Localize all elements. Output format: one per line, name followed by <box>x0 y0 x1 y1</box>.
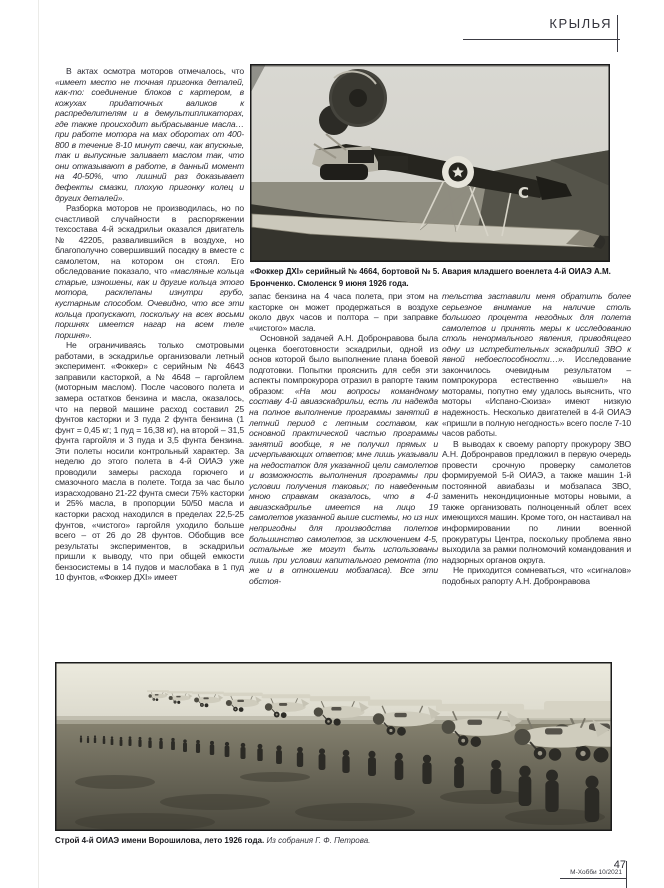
paragraph <box>249 291 438 333</box>
paragraph <box>249 333 438 586</box>
tail-letter-marking: С <box>518 184 530 202</box>
magazine-issue: М-Хобби 10/2021 <box>570 869 622 876</box>
scan-edge-line <box>38 0 39 888</box>
paragraph-text: Разборка моторов не производилась, но по счастливой случайности в распоряжении техсостава 4-й эскадрильи оказался двигатель № 42205, развалившийся в воздухе, но благополучно совершивший посадку в вместе с самолетом, на котором он стоял. Его обследование показало, что <box>55 203 244 277</box>
page-number: 47 <box>613 859 626 871</box>
footer-rule <box>560 878 626 879</box>
header-tick <box>617 15 618 52</box>
cockpit-hatch <box>348 150 374 163</box>
text-column-2 <box>249 291 438 663</box>
bottom-photo-caption <box>55 836 612 845</box>
text-column-3 <box>442 291 631 663</box>
paragraph-quote: тельства заставили меня обратить более серьезное внимание на наличие столь большого процента негодных для полета самолетов и принять меры к исследованию столь ненормального явления, приводящего одну из истребительных эскадрилий ЗВО к явной небоеспособности…». <box>442 291 631 365</box>
paragraph-text: В выводах к своему рапорту прокурору ЗВО А.Н. Добронравов предложил в первую очередь провести срочную проверку самолетов формируемой 5-й ОИАЭ, а также машин 1-й постоянной авиабазы и мобзапаса ЗВО, заменить некондиционные моторы новыми, а также организовать полноценный облет всех имеющихся машин. Кроме того, он настаивал на информировании по линии военной прокуратуры Центра, поскольку проблема явно выходила за рамки полномочий командования и надзорных органов округа. <box>442 438 631 565</box>
paragraph-text: Не ограничиваясь только смотровыми работами, в эскадрилье организовали летный эксперимент. «Фоккер» с серийным № 4643 заправили касторкой, а № 4648 – гаргойлем (моторным маслом). После часового полета и замера остатков бензина и масла, оказалось, что на первой машине расход составил 25 фунтов касторки и 3 пуда 2 фунта бензина (1 фунт = 0,45 кг; 1 пуд = 16,38 кг), на второй – 31,5 фунта гаргойля и 3 пуда и 3,5 фунта бензина. Эти полеты носили контрольный характер. За неделю до этого полета в 4-й ОИАЭ уже проводили замеры расхода горючего и смазочного масла в полете. Тогда за час было израсходовано 21-22 фунта смеси 75% касторки и 25% масла, в пропорции 50/50 масла и касторки расход находился в пределах 22,5-25 фунтов, «чистого» гаргойля уходило больше всего – от 26 до 28 фунтов. Обобщив все результаты экспериментов, в эскадрильи пришли к выводу, что при общей емкости бензосистемы в 14 пудов и маслобака в 1 пуд 10 фунтов, «Фоккер ДХI» имеет <box>55 340 244 583</box>
paragraph-quote: «имеет место не точная пригонка деталей, как-то: соединение блоков с картером, в кожухах придаточных валиков к распределителям и в демультипликаторах, где также происходит выбрасывание масла… при работе мотора на мах оборотах от 400-800 в течение 8-10 минут свечи, как впускные, так и выпускные заливает маслом так, что они отказывают в работе, в данный момент на 40-50%, что лишний раз доказывает дефекты смазки, плохую пригонку колец и других деталей». <box>55 76 244 203</box>
paragraph <box>55 66 244 203</box>
header-rule <box>463 39 620 40</box>
paragraph <box>55 203 244 340</box>
paragraph-quote: «масляные кольца старые, изношены, как и другие кольца этого мотора, расклепаны изнутри грубо, кустарным способом. Очевидно, что все эти кольца пропускают, поскольку на всех восьми поршнях имеется нагар на всем теле поршня». <box>55 266 244 340</box>
paragraph <box>442 291 631 439</box>
fuselage-panel <box>378 156 408 170</box>
paragraph-text: запас бензина на 4 часа полета, при этом на касторке он может продержаться в воздухе около двух часов и полтора – при заправке «чистого» масла. <box>249 291 438 333</box>
paragraph-text: Основной задачей А.Н. Добронравова была оценка боеготовности эскадрильи, одной из основ которой было выполнение плана боевой подготовки. Попытки прояснить для себя эти аспекты помпрокурора отразил в рапорте таким образом: <box>249 333 438 396</box>
text-column-1 <box>55 66 244 626</box>
paragraph-text: Не приходится сомневаться, что «сигналов» подобных рапорту А.Н. Добронравова <box>442 565 631 586</box>
top-photo-caption: «Фоккер ДХI» серийный № 4664, бортовой № 5. Авария младшего военлета 4-й ОИАЭ А.М. Бронченко. Смоленск 9 июня 1926 года. <box>250 267 611 288</box>
paragraph <box>442 565 631 586</box>
paragraph-text: В актах осмотра моторов отмечалось, что <box>66 66 244 76</box>
paragraph <box>55 340 244 583</box>
paragraph <box>442 439 631 566</box>
photo-squadron-lineup <box>55 662 612 831</box>
footer-tick <box>626 861 627 888</box>
caption-credit: Из собрания Г. Ф. Петрова. <box>266 836 371 845</box>
photo-crashed-fokker <box>250 64 610 262</box>
radiator <box>320 164 368 180</box>
paragraph-quote: «На мои вопросы командному составу 4-й авиаэскадрильи, есть ли надежда на полное выполнение программы занятий в летний период с летным составом, как основной практической частью программы занятий вообще, я не получил прямых и исчерпывающих ответов; мне лишь указывали на недостаток для указанной цели самолетов и возможность выполнения программы при условии получения таковых; по наведенным мною справкам оказалось, что в 4-й авиаэскадрилье имеется на лицо 19 самолетов указанной выше системы, но из них непригодны для производства полетов большинство самолетов, за исключением 4-5, остальные же могут быть использованы лишь при условии капитального ремонта (то же и в отношении мобзапаса). Все эти обстоя- <box>249 385 438 586</box>
caption-main: Строй 4-й ОИАЭ имени Ворошилова, лето 1926 года. <box>55 836 265 845</box>
propeller-hub <box>349 89 367 107</box>
section-title: КРЫЛЬЯ <box>549 16 612 31</box>
paragraph-text: Исследование закончилось очевидным результатом – помпрокурора естественно «вышел» на моторамы, попутно ему удалось выяснить, что моторы «Испано-Сюиза» имеют низкую надежность. Несколько двигателей в 4-й ОИАЭ «пришли в полную негодность» всего после 7-10 часов работы. <box>442 354 631 439</box>
